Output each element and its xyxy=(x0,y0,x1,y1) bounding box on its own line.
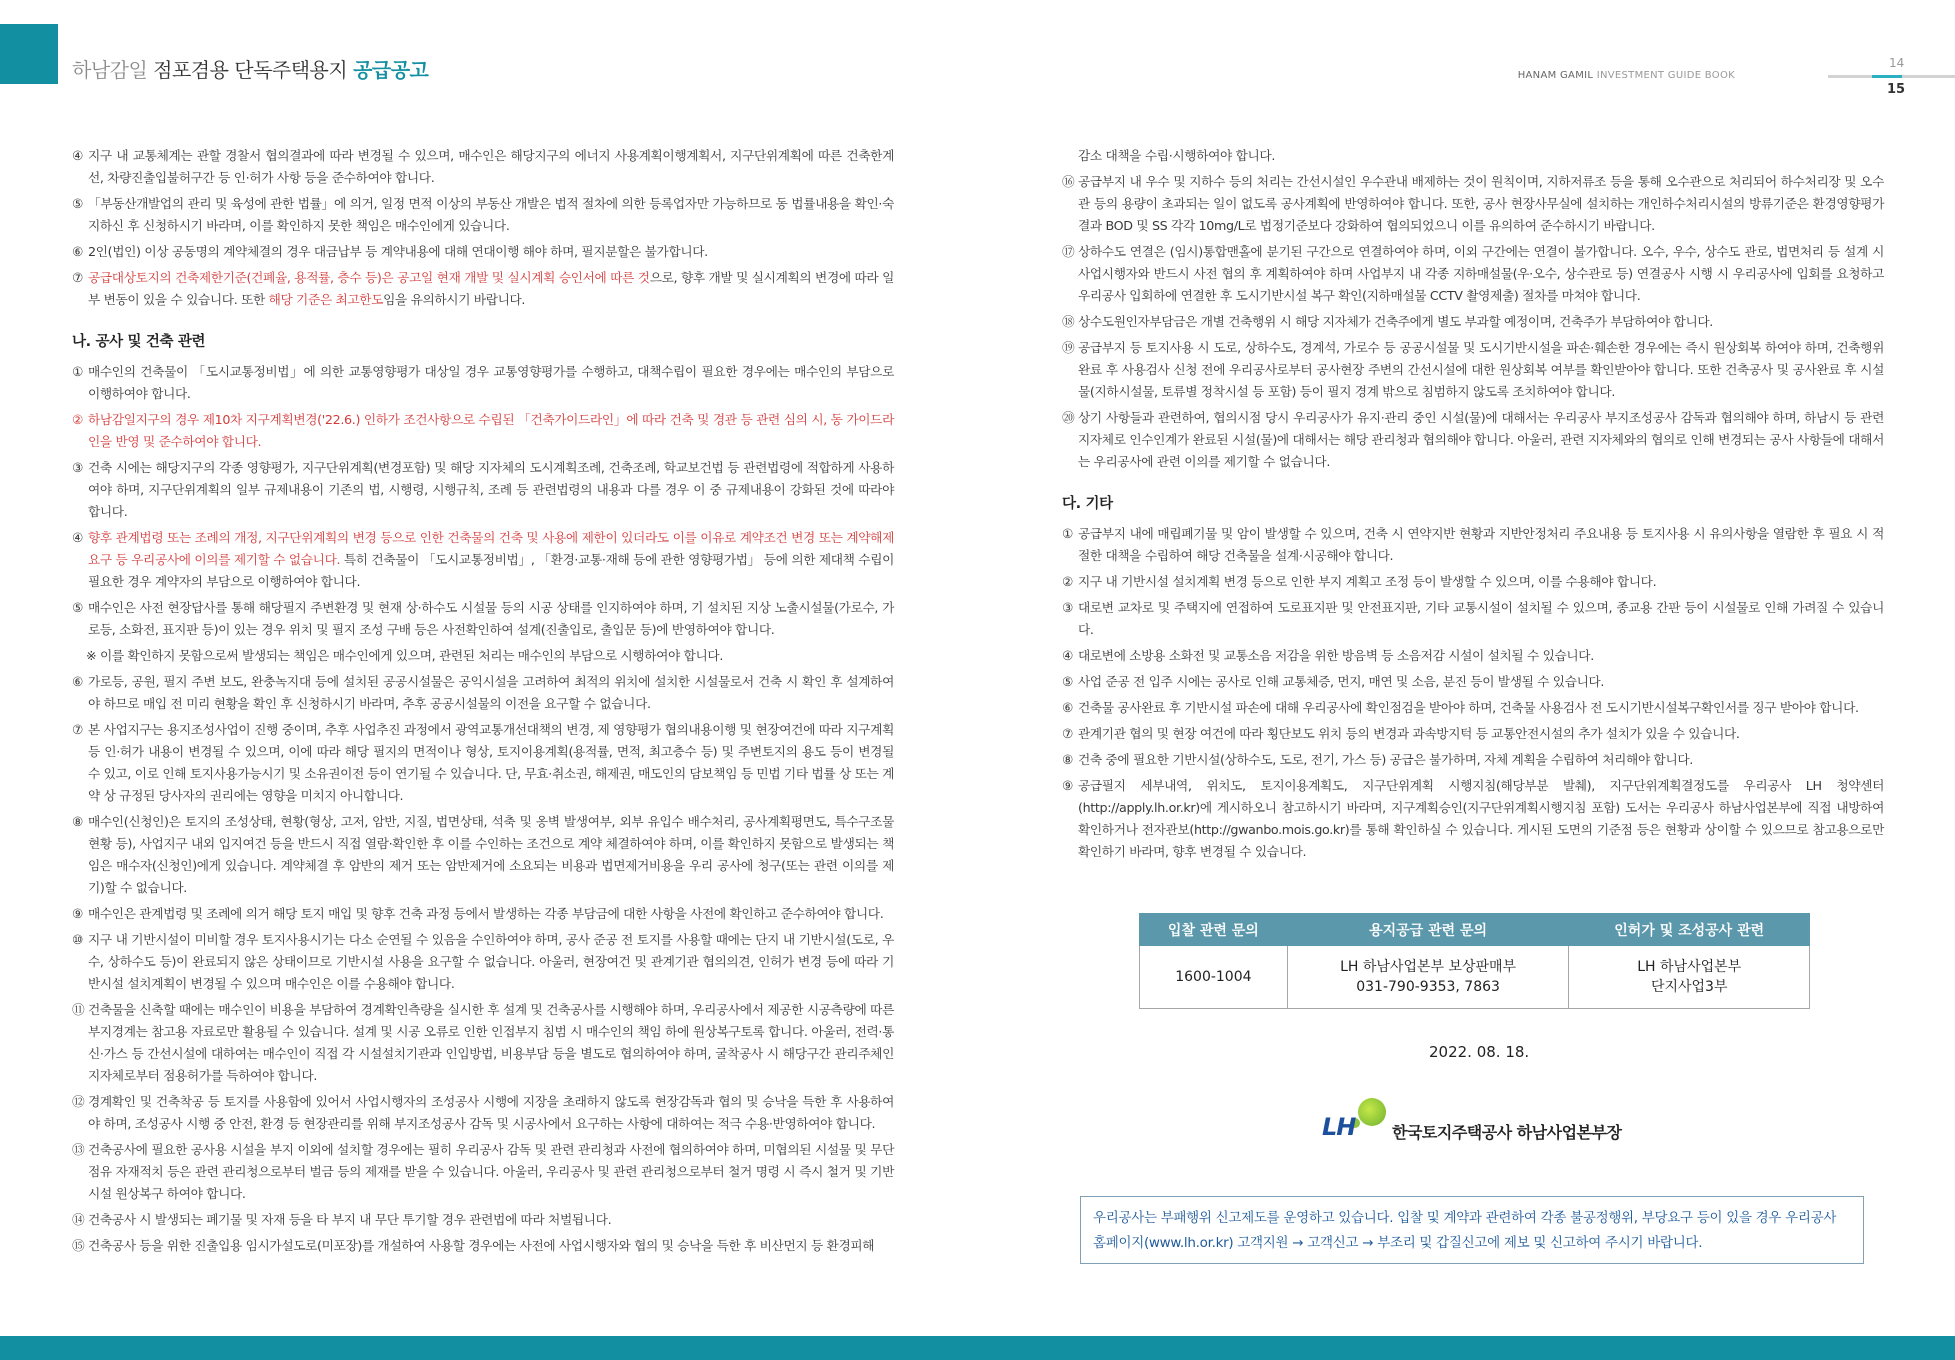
list-item-b5 xyxy=(72,597,894,641)
list-item-d3 xyxy=(1062,597,1884,641)
item-text: 「부동산개발업의 관리 및 육성에 관한 법률」에 의거, 일정 면적 이상의 부동산 개발은 법적 절차에 의한 등록업자만 가능하므로 동 법률내용을 확인·숙지하신 후 신청하시기 바라며, 이를 확인하지 못한 책임은 매수인에게 있습니다. xyxy=(88,196,894,233)
item-number: ③ xyxy=(1062,600,1074,615)
item-highlight: 향후 관계법령 또는 조례의 개정, 지구단위계획의 변경 등으로 인한 건축물의 건축 및 사용에 제한이 있더라도 이를 이유로 계약조건 변경 또는 계약해제 요구 등 우리공사에 이의를 제기할 수 없습니다. xyxy=(88,530,894,567)
contact-header-land: 용지공급 관련 문의 xyxy=(1287,914,1569,946)
list-item-c1 xyxy=(72,671,894,715)
item-number: ⑲ xyxy=(1062,340,1075,355)
item-text: 매수인은 사전 현장답사를 통해 해당필지 주변환경 및 현재 상·하수도 시설물 등의 시공 상태를 인지하여야 하며, 기 설치된 지상 노출시설물(가로수, 가로등, 소화전, 표지판 등)이 있는 경우 위치 및 필지 조성 구배 등은 사전확인하여 설계(진출입로, 출입문 등)에 반영하여야 합니다. xyxy=(88,600,894,637)
item-number: ⑤ xyxy=(72,196,84,211)
item-text: 매수인의 건축물이 「도시교통정비법」에 의한 교통영향평가 대상일 경우 교통영향평가를 수행하고, 대책수립이 필요한 경우에는 매수인의 부담으로 이행하여야 합니다. xyxy=(88,364,894,401)
item-number: ⑤ xyxy=(1062,674,1074,689)
item-text: 건축물을 신축할 때에는 매수인이 비용을 부담하여 경계확인측량을 실시한 후 설계 및 건축공사를 시행해야 하며, 우리공사에서 제공한 시공측량에 따른 부지경계는 참고용 자료로만 활용될 수 있습니다. 설계 및 시공 오류로 인한 인접부지 침범 시 매수인의 책임 하에 원상복구토록 합니다. 아울러, 전력·통신·가스 등 간선시설에 대하여는 매수인이 직접 각 시설설치기관과 인입방법, 비용부담 등을 별도로 협의하여야 하며, 굴착공사 시 해당구간 관리주체인 지자체로부터 점용허가를 득하여야 합니다. xyxy=(88,1002,894,1083)
title-brand: 하남감일 xyxy=(72,58,148,82)
dept-name: LH 하남사업본부 xyxy=(1637,959,1742,975)
contact-table xyxy=(1139,913,1810,1009)
header-rule-accent xyxy=(1872,75,1902,78)
item-highlight: 해당 기준은 최고한도 xyxy=(268,292,384,307)
list-item-a3 xyxy=(72,241,894,263)
list-item-b4 xyxy=(72,527,894,593)
item-text: 지구 내 교통체계는 관할 경찰서 협의결과에 따라 변경될 수 있으며, 매수인은 해당지구의 에너지 사용계획이행계획서, 지구단위계획에 따른 건축한계선, 차량진출입불허구간 등 인·허가 사항 등을 준수하여야 합니다. xyxy=(88,148,894,185)
item-text: 상하수도 연결은 (임시)통합맨홀에 분기된 구간으로 연결하여야 하며, 이외 구간에는 연결이 불가합니다. 오수, 우수, 상수도 관로, 법면처리 등 설계 시 사업시행자와 반드시 사전 협의 후 계획하여야 하며 사업부지 내 각종 지하매설물(우·오수, 상수관로 등) 연결공사 시행 시 우리공사에 입회를 요청하고 우리공사 입회하에 연결한 후 도시기반시설 복구 확인(지하매설물 CCTV 촬영제출) 절차를 마쳐야 합니다. xyxy=(1078,244,1884,303)
item-number: ② xyxy=(1062,574,1074,589)
item-number: ⑨ xyxy=(72,906,84,921)
list-item-d7 xyxy=(1062,723,1884,745)
item-text: 건축 시에는 해당지구의 각종 영향평가, 지구단위계획(변경포함) 및 해당 지자체의 도시계획조례, 건축조례, 학교보건법 등 관련법령에 적합하게 사용하여야 하며, 지구단위계획의 일부 규제내용이 기존의 법, 시행령, 시행규칙, 조례 등 관련법령의 내용과 다를 경우 이 중 규제내용이 강화된 것에 따라야 합니다. xyxy=(88,460,894,519)
section-heading-other: 다. 기타 xyxy=(1062,496,1113,512)
section-heading-construction: 나. 공사 및 건축 관련 xyxy=(72,334,206,350)
title-subtitle: 점포겸용 단독주택용지 xyxy=(147,58,354,82)
list-item-c2 xyxy=(72,719,894,807)
list-item-d5 xyxy=(1062,671,1884,693)
item-number: ⑤ xyxy=(72,600,84,615)
logo-mark: LH xyxy=(1322,1113,1356,1141)
item-text: 매수인(신청인)은 토지의 조성상태, 현황(형상, 고저, 암반, 지질, 법면상태, 석축 및 옹벽 발생여부, 외부 유입수 배수처리, 공사계획평면도, 특수구조물 현황 등), 사업지구 내외 입지여건 등을 반드시 직접 열람·확인한 후 이를 수인하는 조건으로 계약 체결하여야 하며, 이를 확인하지 못함으로 발생되는 책임은 매수자(신청인)에게 있습니다. 계약체결 후 암반의 제거 또는 암반제거에 소요되는 비용과 법면제거비용을 우리 공사에 청구(또는 관련 이의를 제기)할 수 없습니다. xyxy=(88,814,894,895)
guide-rest: INVESTMENT GUIDE BOOK xyxy=(1593,70,1735,81)
list-item-b3 xyxy=(72,457,894,523)
list-item-r2 xyxy=(1062,241,1884,307)
contact-header-permit: 인허가 및 조성공사 관련 xyxy=(1569,914,1810,946)
item-text: 본 사업지구는 용지조성사업이 진행 중이며, 추후 사업추진 과정에서 광역교통개선대책의 변경, 제 영향평가 협의내용이행 및 현장여건에 따라 지구계획 등 인·허가 내용이 변경될 수 있으며, 이에 따라 해당 필지의 면적이나 형상, 토지이용계획(용적률, 면적, 최고층수 등) 및 주변토지의 용도 등이 변경될 수 있고, 이로 인해 토지사용가능시기 및 소유권이전 등이 연기될 수 있습니다. 단, 무효·취소권, 해제권, 매도인의 담보책임 등 민법 기타 법률 상 또는 계약 상 규정된 당사자의 권리에는 영향을 미치지 아니합니다. xyxy=(88,722,894,803)
contact-header-bid: 입찰 관련 문의 xyxy=(1140,914,1288,946)
list-item-r3 xyxy=(1062,311,1884,333)
right-column xyxy=(1062,145,1884,867)
contact-cell-bid xyxy=(1140,946,1288,1009)
list-item-d2 xyxy=(1062,571,1884,593)
item-text: 경계확인 및 건축착공 등 토지를 사용함에 있어서 사업시행자의 조성공사 시행에 지장을 초래하지 않도록 현장감독과 협의 및 승낙을 득한 후 사용하여야 하며, 조성공사 시행 중 안전, 환경 등 현장관리를 위해 부지조성공사 감독 및 시공사에서 요구하는 사항에 대하여는 적극 수용·반영하여야 합니다. xyxy=(88,1094,894,1131)
item-text: 대로변 교차로 및 주택지에 연접하여 도로표지판 및 안전표지판, 기타 교통시설이 설치될 수 있으며, 종교용 간판 등이 시설물로 인해 가려질 수 있습니다. xyxy=(1078,600,1884,637)
list-item-d6 xyxy=(1062,697,1884,719)
guide-bold: HANAM GAMIL xyxy=(1517,70,1594,81)
phone-number: 031-790-9353, 7863 xyxy=(1356,979,1500,995)
item-text: 건축공사 시 발생되는 폐기물 및 자재 등을 타 부지 내 무단 투기할 경우 관련법에 따라 처벌됩니다. xyxy=(88,1212,612,1227)
list-item-c4 xyxy=(72,903,894,925)
item-text: 매수인은 관계법령 및 조례에 의거 해당 토지 매입 및 향후 건축 과정 등에서 발생하는 각종 부담금에 대한 사항을 사전에 확인하고 준수하여야 합니다. xyxy=(88,906,884,921)
dept-name: LH 하남사업본부 보상판매부 xyxy=(1340,959,1517,975)
item-text: 지구 내 기반시설이 미비할 경우 토지사용시기는 다소 순연될 수 있음을 수인하여야 하며, 공사 준공 전 토지를 사용할 때에는 단지 내 기반시설(도로, 우수, 상하수도 등)이 완료되지 않은 상태이므로 기반시설 사용을 요구할 수 없습니다. 아울러, 현장여건 및 관계기관 협의의견, 인허가 변경 등에 따라 기반시설 설치계획이 변경될 수 있으며 매수인은 이를 수용해야 합니다. xyxy=(88,932,894,991)
phone-number: 1600-1004 xyxy=(1175,969,1252,985)
list-item-d4 xyxy=(1062,645,1884,667)
item-text: 임을 유의하시기 바랍니다. xyxy=(383,292,526,307)
item-text: 상수도원인자부담금은 개별 건축행위 시 해당 지자체가 건축주에게 별도 부과할 예정이며, 건축주가 부담하여야 합니다. xyxy=(1078,314,1713,329)
guide-book-label xyxy=(1518,70,1735,81)
item-number: ⑮ xyxy=(72,1238,85,1253)
item-number: ⑥ xyxy=(72,244,84,259)
item-text: 공급부지 등 토지사용 시 도로, 상하수도, 경계석, 가로수 등 공공시설물 및 도시기반시설을 파손·훼손한 경우에는 즉시 원상회복 하여야 하며, 건축행위 완료 후 사용검사 신청 전에 우리공사로부터 공사현장 주변의 간선시설에 대한 원상회복 여부를 확인받아야 합니다. 또한 건축공사 및 공사완료 후 시설물(지하시설물, 토류별 정착시설 등 포함) 등이 필지 경계 밖으로 침범하지 않도록 조치하여야 합니다. xyxy=(1078,340,1884,399)
list-item-c6 xyxy=(72,999,894,1087)
item-text: 사업 준공 전 입주 시에는 공사로 인해 교통체증, 먼지, 매연 및 소음, 분진 등이 발생될 수 있습니다. xyxy=(1078,674,1605,689)
item-highlight: 공급대상토지의 건축제한기준(건폐율, 용적률, 층수 등)은 공고일 현재 개발 및 실시계획 승인서에 따른 것 xyxy=(88,270,650,285)
list-item-a7 xyxy=(72,267,894,311)
list-item-c10 xyxy=(72,1235,894,1257)
footer-bar xyxy=(0,1336,1955,1360)
item-number: ⑥ xyxy=(1062,700,1074,715)
item-text: 관계기관 협의 및 현장 여건에 따라 횡단보도 위치 등의 변경과 과속방지턱 등 교통안전시설의 추가 설치가 있을 수 있습니다. xyxy=(1078,726,1740,741)
item-text: 건축물 공사완료 후 기반시설 파손에 대해 우리공사에 확인점검을 받아야 하며, 건축물 사용검사 전 도시기반시설복구확인서를 징구 받아야 합니다. xyxy=(1078,700,1859,715)
item-text: 건축공사 등을 위한 진출입용 임시가설도로(미포장)를 개설하여 사용할 경우에는 사전에 사업시행자와 협의 및 승낙을 득한 후 비산먼지 등 환경피해 xyxy=(88,1238,875,1253)
item-text: 으로, 향후 개발 및 실시계획의 변경에 따라 일부 변동이 있을 수 있습니다. 또한 xyxy=(88,270,894,307)
list-item-d9 xyxy=(1062,775,1884,863)
list-item-c7 xyxy=(72,1091,894,1135)
item-text: 2인(법인) 이상 공동명의 계약체결의 경우 대금납부 등 계약내용에 대해 연대이행 해야 하며, 필지분할은 불가합니다. xyxy=(88,244,708,259)
item-text: 공급부지 내 우수 및 지하수 등의 처리는 간선시설인 우수관내 배제하는 것이 원칙이며, 지하저류조 등을 통해 오수관으로 처리되어 하수처리장 및 오수관 등의 용량이 초과되는 일이 없도록 공사계획에 반영하여야 합니다. 또한, 공사 현장사무실에 설치하는 개인하수처리시설의 방류기준은 환경영향평가 결과 BOD 및 SS 각각 10mg/L로 법정기준보다 강화하여 협의되었으니 이를 유의하여 준수하시기 바랍니다. xyxy=(1078,174,1884,233)
list-item-c8 xyxy=(72,1139,894,1205)
anti-corruption-notice xyxy=(1080,1196,1864,1264)
lh-logo xyxy=(1322,1098,1642,1142)
item-number: ② xyxy=(72,412,84,427)
item-number: ⑰ xyxy=(1062,244,1075,259)
list-item-r5 xyxy=(1062,407,1884,473)
list-item-b1 xyxy=(72,361,894,405)
item-text: 하남감일지구의 경우 제10차 지구계획변경('22.6.) 인하가 조건사항으로 수립된 「건축가이드라인」에 따라 건축 및 경관 등 관련 심의 시, 동 가이드라인을 반영 및 준수하여야 합니다. xyxy=(88,412,894,449)
item-number: ⑳ xyxy=(1062,410,1075,425)
list-item-a1 xyxy=(72,145,894,189)
item-text: 건축공사에 필요한 공사용 시설을 부지 이외에 설치할 경우에는 필히 우리공사 감독 및 관련 관리청과 사전에 협의하여야 하며, 미협의된 시설물 및 무단점유 자재적치 등은 관련 관리청으로부터 벌금 등의 제재를 받을 수 있습니다. 아울러, 우리공사 및 관련 관리청으로부터 철거 명령 시 즉시 철거 및 기반시설 원상복구 하여야 합니다. xyxy=(88,1142,894,1201)
page-title xyxy=(72,54,428,83)
notice-line-1: 우리공사는 부패행위 신고제도를 운영하고 있습니다. 입찰 및 계약과 관련하여 각종 불공정행위, 부당요구 등이 있을 경우 우리공사 xyxy=(1093,1210,1837,1226)
page-number-right: 15 xyxy=(1887,82,1906,97)
item-number: ① xyxy=(72,364,84,379)
list-item-d1 xyxy=(1062,523,1884,567)
item-number: ⑦ xyxy=(72,270,84,285)
item-number: ④ xyxy=(1062,648,1074,663)
item-text: 대로변에 소방용 소화전 및 교통소음 저감을 위한 방음벽 등 소음저감 시설이 설치될 수 있습니다. xyxy=(1078,648,1594,663)
notice-line-2: 홈페이지(www.lh.or.kr) 고객지원 → 고객신고 → 부조리 및 갑질신고에 제보 및 신고하여 주시기 바랍니다. xyxy=(1093,1235,1703,1251)
item-number: ⑫ xyxy=(72,1094,85,1109)
item-number: ⑧ xyxy=(72,814,84,829)
dept-name: 단지사업3부 xyxy=(1650,979,1728,995)
contact-cell-land xyxy=(1287,946,1569,1009)
item-text: 공급부지 내에 매립폐기물 및 암이 발생할 수 있으며, 건축 시 연약지반 현황과 지반안정처리 주요내용 등 토지사용 시 유의사항을 열람한 후 필요 시 적절한 대책을 수립하여 해당 건축물을 설계·시공해야 합니다. xyxy=(1078,526,1884,563)
item-text: 지구 내 기반시설 설치계획 변경 등으로 인한 부지 계획고 조정 등이 발생할 수 있으며, 이를 수용해야 합니다. xyxy=(1078,574,1657,589)
item-number: ⑦ xyxy=(72,722,84,737)
announcement-date: 2022. 08. 18. xyxy=(1429,1043,1530,1061)
page-number-left: 14 xyxy=(1889,56,1905,70)
note-text: ※ 이를 확인하지 못함으로써 발생되는 책임은 매수인에게 있으며, 관련된 처리는 매수인의 부담으로 시행하여야 합니다. xyxy=(86,648,724,663)
item-text: 공급필지 세부내역, 위치도, 토지이용계획도, 지구단위계획 시행지침(해당부분 발췌), 지구단위계획결정도를 우리공사 LH 청약센터(http://apply.lh.or.kr)에 게시하오니 참고하시기 바라며, 지구계획승인(지구단위계획시행지침 포함) 도서는 우리공사 하남사업본부에 직접 내방하여 확인하거나 전자관보(http://gwanbo.mois.go.kr)를 통해 확인하실 수 있습니다. 게시된 도면의 기준점 등은 현황과 상이할 수 있으므로 참고용으로만 확인하기 바라며, 향후 변경될 수 있습니다. xyxy=(1078,778,1884,859)
header-corner-block xyxy=(0,24,58,84)
item-number: ⑬ xyxy=(72,1142,85,1157)
item-number: ④ xyxy=(72,530,84,545)
item-number: ④ xyxy=(72,148,84,163)
continued-text: 감소 대책을 수립·시행하여야 합니다. xyxy=(1078,148,1276,163)
list-item-b2 xyxy=(72,409,894,453)
list-item-c3 xyxy=(72,811,894,899)
item-number: ⑪ xyxy=(72,1002,85,1017)
item-number: ⑩ xyxy=(72,932,84,947)
item-text: 가로등, 공원, 필지 주변 보도, 완충녹지대 등에 설치된 공공시설물은 공익시설을 고려하여 최적의 위치에 설치한 시설물로서 건축 시 확인 후 설계하여야 하므로 매입 전 미리 현황을 확인 후 신청하시기 바라며, 추후 공공시설물의 이전을 요구할 수 없습니다. xyxy=(88,674,894,711)
list-item-r1 xyxy=(1062,171,1884,237)
item-number: ⑦ xyxy=(1062,726,1074,741)
list-item-r4 xyxy=(1062,337,1884,403)
list-item-c5 xyxy=(72,929,894,995)
list-item-a2 xyxy=(72,193,894,237)
item-number: ⑭ xyxy=(72,1212,85,1227)
list-item-c9 xyxy=(72,1209,894,1231)
logo-circle-icon xyxy=(1358,1098,1386,1126)
item-text: 특히 건축물이 「도시교통정비법」, 「환경·교통·재해 등에 관한 영향평가법」 등에 의한 제대책 수립이 필요한 경우 계약자의 부담으로 이행하여야 합니다. xyxy=(88,552,894,589)
organization-name: 한국토지주택공사 하남사업본부장 xyxy=(1392,1123,1622,1142)
item-number: ⑱ xyxy=(1062,314,1075,329)
item-number: ① xyxy=(1062,526,1074,541)
item-text: 상기 사항들과 관련하여, 협의시점 당시 우리공사가 유지·관리 중인 시설(물)에 대해서는 우리공사 부지조성공사 감독과 협의해야 하며, 하남시 등 관련 지자체로 인수인계가 완료된 시설(물)에 대해서는 해당 관리청과 협의해야 합니다. 아울러, 관련 지자체와의 협의로 인해 변경되는 공사 사항들에 대해서는 우리공사에 관련 이의를 제기할 수 없습니다. xyxy=(1078,410,1884,469)
item-number: ⑧ xyxy=(1062,752,1074,767)
item-number: ③ xyxy=(72,460,84,475)
item-number: ⑥ xyxy=(72,674,84,689)
contact-cell-permit xyxy=(1569,946,1810,1009)
title-accent: 공급공고 xyxy=(353,58,429,82)
left-column xyxy=(72,145,894,1261)
item-number: ⑯ xyxy=(1062,174,1075,189)
item-text: 건축 중에 필요한 기반시설(상하수도, 도로, 전기, 가스 등) 공급은 불가하며, 자체 계획을 수립하여 처리해야 합니다. xyxy=(1078,752,1693,767)
list-item-d8 xyxy=(1062,749,1884,771)
item-number: ⑨ xyxy=(1062,778,1074,793)
